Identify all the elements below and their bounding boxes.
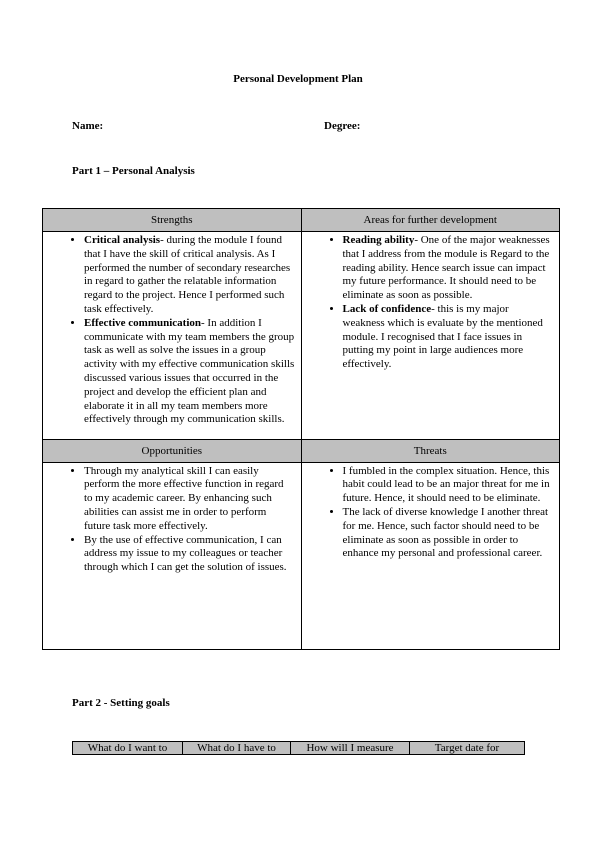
areas-cell (301, 232, 560, 439)
swot-table (42, 208, 560, 650)
part1-heading: Part 1 – Personal Analysis (72, 165, 195, 177)
opportunities-cell (43, 462, 302, 649)
area-text: - this is my major weakness which is evaluate by the mentioned module. I recognised that I face issues in putting my point in large audiences more effectively. (342, 303, 543, 371)
name-label: Name: (72, 120, 104, 132)
strengths-header: Strengths (43, 209, 302, 232)
list-item (84, 317, 295, 427)
threats-header: Threats (301, 439, 560, 462)
strengths-cell (43, 232, 302, 439)
list-item: • By the use of effective communication, I can address my issue to my colleagues or teacher through which I can get the solution of issues. (84, 534, 295, 575)
area-text: - One of the major weaknesses that I address from the module is Regard to the reading ability. Hence search issue can impact my future performance. It should need to be eliminate as soon as possible. (342, 234, 550, 302)
threats-cell (301, 462, 560, 649)
list-item (343, 303, 554, 372)
area-term: Lack of confidence (342, 303, 432, 316)
goals-header-have: What do I have to (183, 742, 291, 755)
part2-heading: Part 2 - Setting goals (72, 697, 170, 709)
opportunities-header: Opportunities (43, 439, 302, 462)
list-item: • The lack of diverse knowledge I another threat for me. Hence, such factor should need to be eliminate as soon as possible in order to enhance my personal and professional career. (343, 506, 554, 561)
goals-header-target: Target date for (410, 742, 525, 755)
list-item (84, 234, 295, 317)
document-title: Personal Development Plan (233, 73, 363, 85)
goals-header-want: What do I want to (73, 742, 183, 755)
strength-text: - In addition I communicate with my team members the group task as well as solve the issues in a group activity with my effective communication skills discussed various issues that occurred in the project and develop the efficient plan and elaborate it in all my team members more effectively through my communication skills. (84, 316, 295, 426)
degree-label: Degree: (324, 120, 361, 132)
list-item: • I fumbled in the complex situation. Hence, this habit could lead to be an major threat for me in future. Hence, it should need to be eliminate. (343, 465, 554, 506)
areas-header: Areas for further development (301, 209, 560, 232)
goals-header-measure: How will I measure (291, 742, 410, 755)
strength-term: Effective communication (84, 316, 201, 329)
strength-term: Critical analysis (84, 234, 161, 247)
strength-text: - during the module I found that I have the skill of critical analysis. As I performed the number of secondary researches in regard to gather the relatable information regard to the project. Hence I performed such task effectively. (84, 234, 291, 316)
list-item: • Through my analytical skill I can easily perform the more effective function in regard to my academic career. By enhancing such abilities can assist me in order to perform future task more effectively. (84, 465, 295, 534)
area-term: Reading ability (342, 234, 415, 247)
goals-table (72, 741, 525, 755)
list-item (343, 234, 554, 303)
